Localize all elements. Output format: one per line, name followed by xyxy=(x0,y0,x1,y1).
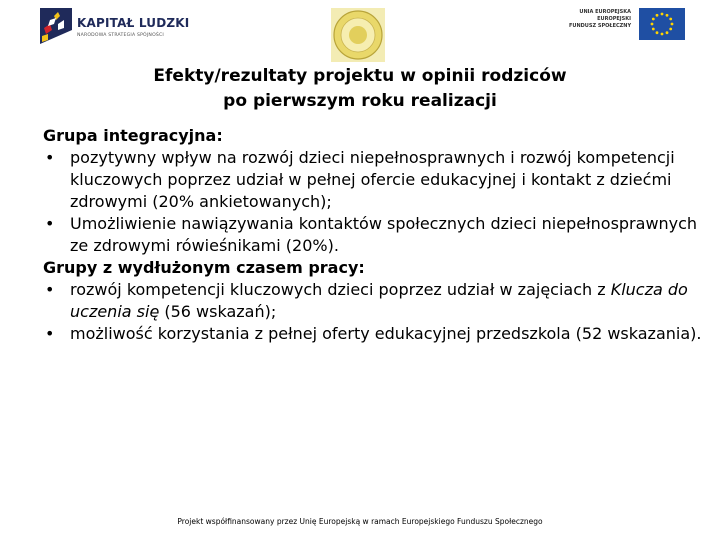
eu-line-3: FUNDUSZ SPOŁECZNY xyxy=(569,23,632,29)
kapital-ludzki-logo xyxy=(38,6,188,46)
bullet-item: • możliwość korzystania z pełnej oferty edukacyjnej przedszkola (52 wskazania). xyxy=(43,323,713,345)
bullet-text-before: rozwój kompetencji kluczowych dzieci poprzez udział w zajęciach z xyxy=(70,280,611,299)
eu-flag-icon xyxy=(639,8,685,40)
bullet-list-extended-hours xyxy=(43,279,713,345)
kapital-ludzki-subtitle: NARODOWA STRATEGIA SPÓJNOŚCI xyxy=(77,33,164,38)
bullet-list-integration xyxy=(43,147,713,257)
bullet-item: • pozytywny wpływ na rozwój dzieci niepełnosprawnych i rozwój kompetencji kluczowych poprzez udział w pełnej ofercie edukacyjnej i kontakt z dziećmi zdrowymi (20% ankietowanych); xyxy=(43,147,713,213)
kapital-ludzki-title: KAPITAŁ LUDZKI xyxy=(77,16,190,30)
eu-logo xyxy=(567,6,687,42)
round-seal-logo-icon xyxy=(331,8,385,62)
footer-note: Projekt współfinansowany przez Unię Europejską w ramach Europejskiego Funduszu Społecznego xyxy=(177,517,543,526)
bullet-item: • Umożliwienie nawiązywania kontaktów społecznych dzieci niepełnosprawnych ze zdrowymi rówieśnikami (20%). xyxy=(43,213,713,257)
eu-line-1: UNIA EUROPEJSKA xyxy=(579,9,631,15)
section-heading-extended-hours: Grupy z wydłużonym czasem pracy: xyxy=(43,258,365,277)
round-seal-logo xyxy=(331,8,385,62)
slide-title-line-1: Efekty/rezultaty projektu w opinii rodziców xyxy=(153,66,567,86)
section-heading-integration: Grupa integracyjna: xyxy=(43,126,223,145)
kapital-ludzki-flag-icon xyxy=(38,6,74,46)
slide-content xyxy=(43,125,713,345)
bullet-text-italic: Klucza do uczenia się xyxy=(70,280,688,321)
eu-logo-text xyxy=(569,9,631,30)
slide-title-line-2: po pierwszym roku realizacji xyxy=(223,91,497,111)
eu-line-2: EUROPEJSKI xyxy=(597,16,631,22)
bullet-item xyxy=(43,279,713,323)
bullet-text-after: (56 wskazań); xyxy=(159,302,277,321)
slide-title xyxy=(0,64,720,114)
